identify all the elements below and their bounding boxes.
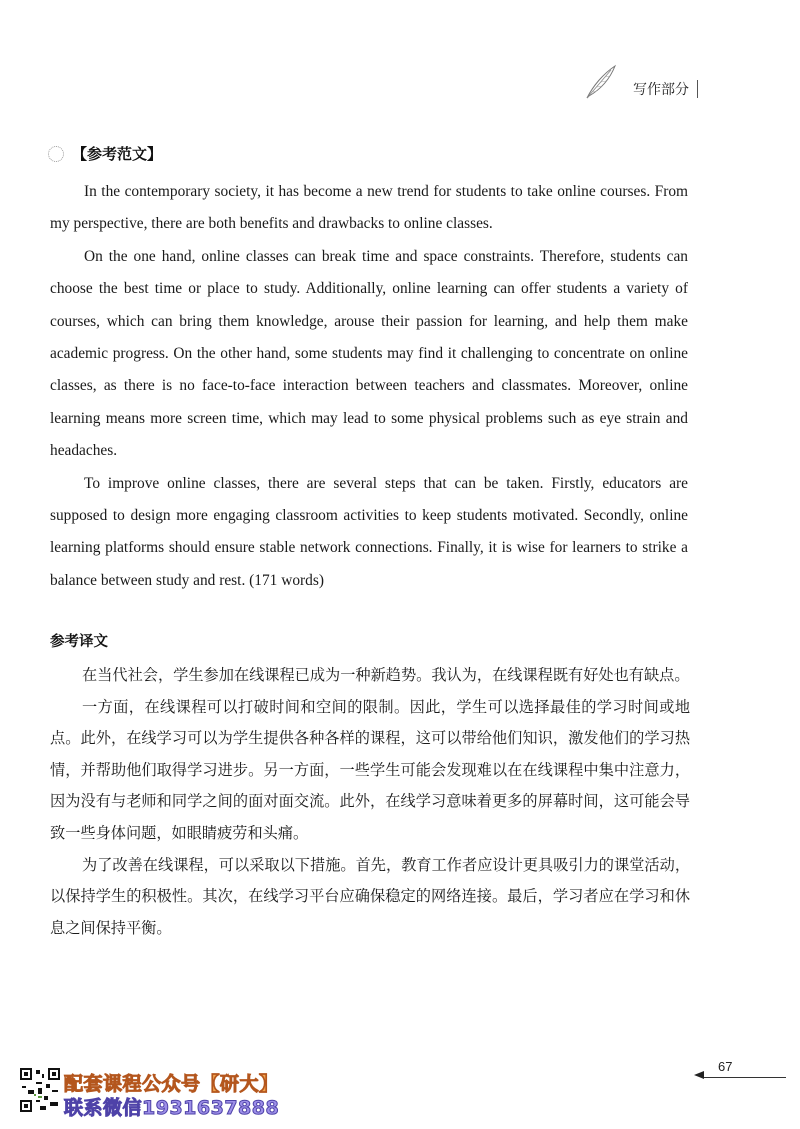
- footer-rule: [704, 1077, 786, 1078]
- essay-paragraph: On the one hand, online classes can break time and space constraints. Therefore, students can choose the best time or place to study. Additionally, online learning can offer students a variety of courses, which can bring them knowledge, arouse their passion for learning, and help them make academic progress. On the other hand, some students may find it challenging to concentrate on online classes, as there is no face-to-face interaction between teachers and classmates. Moreover, online learning means more screen time, which may lead to some physical problems such as eye strain and headaches.: [50, 247, 688, 460]
- header-divider: [697, 80, 698, 98]
- model-essay: [50, 176, 688, 597]
- qr-code-icon: [20, 1068, 60, 1112]
- translation-paragraph: 一方面，在线课程可以打破时间和空间的限制。因此，学生可以选择最佳的学习时间或地点。此外，在线学习可以为学生提供各种各样的课程，这可以带给他们知识，激发他们的学习热情，并帮助他们取得学习进步。另一方面，一些学生可能会发现难以在在线课程中集中注意力，因为没有与老师和同学之间的面对面交流。此外，在线学习意味着更多的屏幕时间，这可能会导致一些身体问题，如眼睛疲劳和头痛。: [50, 697, 690, 842]
- footer-triangle-icon: [694, 1071, 704, 1079]
- feather-quill-icon: [581, 62, 621, 102]
- translation-paragraph: 在当代社会，学生参加在线课程已成为一种新趋势。我认为，在线课程既有好处也有缺点。: [82, 666, 690, 684]
- essay-heading: [48, 143, 162, 164]
- section-name: 写作部分: [633, 82, 689, 98]
- page-header: [581, 62, 698, 102]
- essay-paragraph: To improve online classes, there are several steps that can be taken. Firstly, educators are supposed to design more engaging classroom activities to keep students motivated. Secondly, online learning platforms should ensure stable network connections. Finally, it is wise for learners to strike a balance between study and rest. (171 words): [50, 474, 688, 589]
- reference-translation: [50, 660, 690, 944]
- essay-heading-text: 【参考范文】: [72, 145, 163, 163]
- translation-paragraph: 为了改善在线课程，可以采取以下措施。首先，教育工作者应设计更具吸引力的课堂活动，以保持学生的积极性。其次，在线学习平台应确保稳定的网络连接。最后，学习者应在学习和休息之间保持平衡。: [50, 855, 690, 937]
- dotted-circle-icon: [48, 146, 64, 162]
- essay-paragraph: In the contemporary society, it has become a new trend for students to take online courses. From my perspective, there are both benefits and drawbacks to online classes.: [50, 183, 688, 233]
- watermark-line-1: 配套课程公众号【研大】: [64, 1073, 279, 1095]
- watermark-line-2: 联系微信1931637888: [64, 1097, 280, 1119]
- page-number: 67: [718, 1059, 733, 1074]
- translation-heading: 参考译文: [50, 634, 108, 650]
